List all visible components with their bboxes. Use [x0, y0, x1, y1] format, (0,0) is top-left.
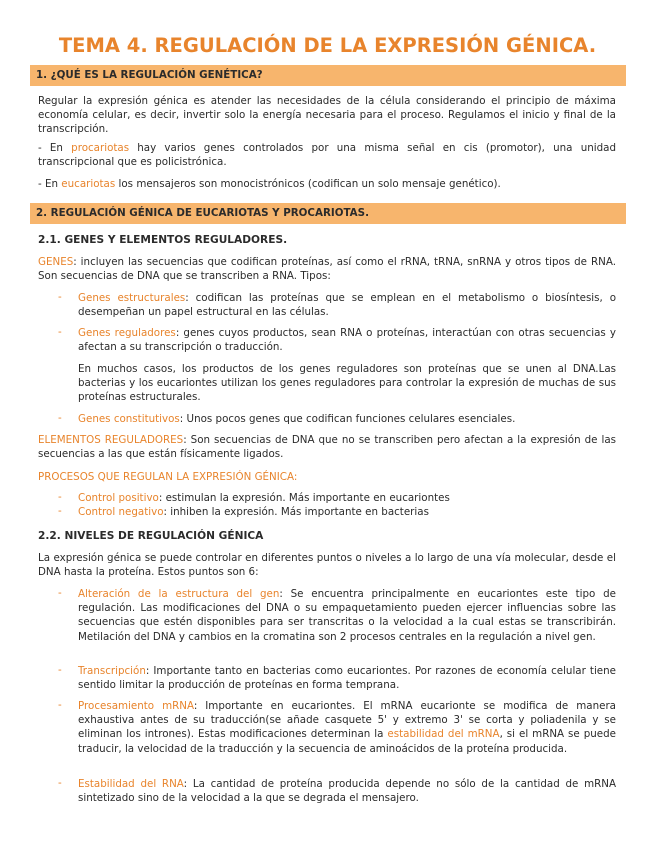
- item-term: Transcripción: [78, 665, 146, 677]
- genes-paragraph: [38, 255, 616, 283]
- prok-term: procariotas: [71, 142, 130, 154]
- item-text: : codifican las proteínas que se emplean en el metabolismo o biosíntesis, o desempeñan un papel estructural en las células.: [78, 292, 616, 319]
- genes-text: : incluyen las secuencias que codifican proteínas, así como el rRNA, tRNA, snRNA y otros tipos de RNA. Son secuencias de DNA que se transcriben a RNA. Tipos:: [38, 256, 616, 283]
- intro-paragraph: Regular la expresión génica es atender las necesidades de la célula considerando el principio de máxima economía celular, es decir, invertir solo la energía necesaria para el proceso. Regulamos el inicio y final de la transcripción.: [38, 95, 616, 136]
- item-text: : La cantidad de proteína producida depende no sólo de la cantidad de mRNA sintetizado sino de la velocidad a la que se degrada el mensajero.: [78, 778, 617, 805]
- list-item-control-positivo: [78, 491, 616, 505]
- item-term: Genes constitutivos: [78, 413, 180, 425]
- item-term: Control negativo: [78, 506, 164, 518]
- subsection-2-1-heading: 2.1. GENES Y ELEMENTOS REGULADORES.: [38, 234, 288, 246]
- item-text: : inhiben la expresión. Más importante en bacterias: [163, 506, 429, 518]
- eukaryotes-paragraph: [38, 177, 616, 191]
- list-dash: -: [58, 664, 62, 676]
- euk-text: los mensajeros son monocistrónicos (codifican un solo mensaje genético).: [115, 178, 501, 190]
- item-text: : Importante tanto en bacterias como eucariontes. Por razones de economía celular tiene sentido limitar la producción de proteínas en forma temprana.: [78, 665, 616, 692]
- item-text-cont: , si el mRNA se puede traducir, la velocidad de la traducción y la secuencia de aminoácidos de la proteína producida.: [78, 728, 616, 755]
- item-term: Alteración de la estructura del gen: [78, 588, 280, 600]
- list-dash: -: [58, 587, 62, 599]
- section-1-heading: 1. ¿QUÉ ES LA REGULACIÓN GENÉTICA?: [36, 69, 263, 81]
- list-dash: -: [58, 505, 62, 517]
- item-term: Genes reguladores: [78, 327, 176, 339]
- list-dash: -: [58, 491, 62, 503]
- item-term: Genes estructurales: [78, 292, 186, 304]
- prok-prefix: - En: [38, 142, 72, 154]
- euk-prefix: - En: [38, 178, 62, 190]
- item-text: : Importante en eucariontes. El mRNA eucarionte se modifica de manera exhaustiva antes de su traducción(se añade casquete 5' y extremo 3' se corta y poliadenila y se eliminan los intrones). Estas modificaciones determinan la: [78, 700, 616, 741]
- prokaryotes-paragraph: [38, 141, 616, 169]
- item-term: Procesamiento mRNA: [78, 700, 194, 712]
- subsection-2-2-heading: 2.2. NIVELES DE REGULACIÓN GÉNICA: [38, 530, 264, 542]
- elements-text: : Son secuencias de DNA que no se transcriben pero afectan a la expresión de las secuencias a las que están físicamente ligados.: [38, 434, 617, 461]
- regulators-note: En muchos casos, los productos de los genes reguladores son proteínas que se unen al DNA.Las bacterias y los eucariontes utilizan los genes reguladores para controlar la expresión de muchas de sus proteínas estructurales.: [78, 363, 616, 404]
- elements-term: ELEMENTOS REGULADORES: [38, 434, 184, 446]
- item-term: Control positivo: [78, 492, 159, 504]
- list-dash: -: [58, 412, 62, 424]
- section-2-heading: 2. REGULACIÓN GÉNICA DE EUCARIOTAS Y PROCARIOTAS.: [36, 207, 369, 219]
- page-title: TEMA 4. REGULACIÓN DE LA EXPRESIÓN GÉNICA.: [58, 34, 597, 57]
- section-1-band: [30, 65, 626, 86]
- list-dash: -: [58, 326, 62, 338]
- list-item-control-negativo: [78, 505, 616, 519]
- list-dash: -: [58, 699, 62, 711]
- euk-term: eucariotas: [61, 178, 116, 190]
- list-dash: -: [58, 291, 62, 303]
- prok-text: hay varios genes controlados por una misma señal en cis (promotor), una unidad transcripcional que es policistrónica.: [38, 142, 616, 169]
- list-item-level-gen: [78, 587, 616, 644]
- item-text: : genes cuyos productos, sean RNA o proteínas, interactúan con otras secuencias y afectan a su transcripción o traducción.: [78, 327, 617, 354]
- list-dash: -: [58, 777, 62, 789]
- item-text: : Se encuentra principalmente en eucariontes este tipo de regulación. Las modificaciones del DNA o su empaquetamiento pueden ejercer influencias sobre las secuencias que estén disponibles para ser transcritas o la velocidad a la cual estas se transcribirán. Metilación del DNA y cambios en la cromatina son 2 procesos centrales en la regulación a nivel gen.: [78, 588, 616, 643]
- regulatory-elements-paragraph: [38, 433, 616, 461]
- item-text: : Unos pocos genes que codifican funciones celulares esenciales.: [179, 413, 516, 425]
- list-item-genes-constitutivos: [78, 412, 616, 426]
- list-item-level-procesamiento: [78, 699, 616, 756]
- item-term: Estabilidad del RNA: [78, 778, 184, 790]
- list-item-level-transcripcion: [78, 664, 616, 692]
- item-text: : estimulan la expresión. Más importante en eucariontes: [158, 492, 450, 504]
- processes-heading: PROCESOS QUE REGULAN LA EXPRESIÓN GÉNICA:: [38, 471, 298, 483]
- list-item-level-estabilidad: [78, 777, 616, 805]
- list-item-genes-reguladores: [78, 326, 616, 354]
- list-item-genes-estructurales: [78, 291, 616, 319]
- levels-intro: La expresión génica se puede controlar en diferentes puntos o niveles a lo largo de una vía molecular, desde el DNA hasta la proteína. Estos puntos son 6:: [38, 552, 616, 579]
- genes-term: GENES: [38, 256, 74, 268]
- item-term-inline: estabilidad del mRNA: [387, 728, 500, 741]
- section-2-band: [30, 203, 626, 224]
